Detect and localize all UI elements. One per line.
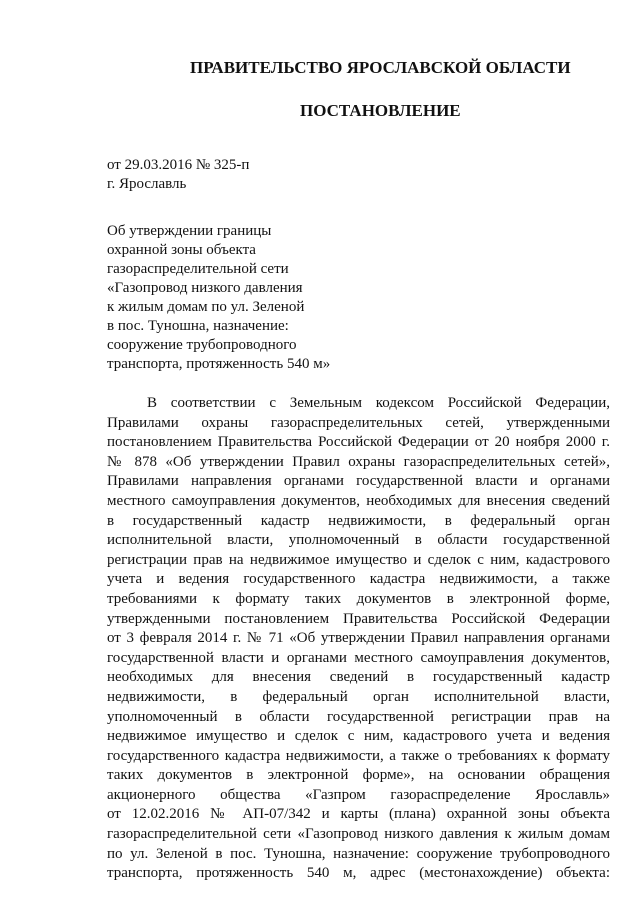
body-line: В соответствии с Земельным кодексом Российской Федерации, bbox=[147, 395, 610, 411]
body-line: местного самоуправления документов, необходимых для внесения сведений bbox=[107, 492, 610, 509]
government-title: ПРАВИТЕЛЬСТВО ЯРОСЛАВСКОЙ ОБЛАСТИ bbox=[190, 58, 571, 77]
body-line: акционерного общества «Газпром газораспределение Ярославль» bbox=[107, 786, 610, 803]
body-line: постановлением Правительства Российской Федерации от 20 ноября 2000 г. bbox=[107, 434, 610, 451]
body-line: учета и ведения государственного кадастра недвижимости, а также bbox=[107, 571, 610, 588]
subject-line: охранной зоны объекта bbox=[107, 242, 256, 258]
date-and-number: от 29.03.2016 № 325-п bbox=[107, 157, 250, 173]
subject-line: Об утверждении границы bbox=[107, 223, 272, 239]
document-meta bbox=[107, 156, 249, 194]
subject-line: к жилым домам по ул. Зеленой bbox=[107, 299, 305, 315]
document-type-heading: ПОСТАНОВЛЕНИЕ bbox=[300, 101, 461, 120]
body-line: в государственный кадастр недвижимости, в федеральный орган bbox=[107, 512, 610, 529]
body-line: недвижимости, в федеральный орган исполнительной власти, bbox=[107, 688, 610, 705]
body-line: Правилами охраны газораспределительных сетей, утвержденными bbox=[107, 414, 610, 431]
subject-line: сооружение трубопроводного bbox=[107, 337, 297, 353]
body-line: регистрации прав на недвижимое имущество и сделок с ним, кадастрового bbox=[107, 551, 610, 568]
body-line: от 3 февраля 2014 г. № 71 «Об утверждении Правил направления органами bbox=[107, 630, 610, 647]
subject-line: в пос. Туношна, назначение: bbox=[107, 318, 289, 334]
body-line: государственной власти и органами местного самоуправления документов, bbox=[107, 649, 610, 666]
body-line: газораспределительной сети «Газопровод низкого давления к жилым домам bbox=[107, 826, 610, 843]
body-line: исполнительной власти, уполномоченный в области государственной bbox=[107, 532, 610, 549]
city: г. Ярославль bbox=[107, 176, 187, 192]
body-line: необходимых для внесения сведений в государственный кадастр bbox=[107, 669, 610, 686]
body-line: требованиями к формату таких документов в электронной форме, bbox=[107, 590, 610, 607]
body-line: таких документов в электронной форме», на основании обращения bbox=[107, 767, 610, 784]
document-subject bbox=[107, 222, 330, 374]
subject-line: газораспределительной сети bbox=[107, 261, 289, 277]
body-line: № 878 «Об утверждении Правил охраны газораспределительных сетей», bbox=[107, 453, 610, 470]
body-line: транспорта, протяженность 540 м, адрес (местонахождение) объекта: bbox=[107, 865, 610, 882]
document-body bbox=[107, 394, 610, 884]
subject-line: «Газопровод низкого давления bbox=[107, 280, 303, 296]
body-line: утвержденными постановлением Правительства Российской Федерации bbox=[107, 610, 610, 627]
body-line: по ул. Зеленой в пос. Туношна, назначение: сооружение трубопроводного bbox=[107, 845, 610, 862]
body-line: от 12.02.2016 № АП-07/342 и карты (плана) охранной зоны объекта bbox=[107, 806, 610, 823]
body-line: уполномоченный в области государственной регистрации прав на bbox=[107, 708, 610, 725]
body-line: недвижимое имущество и сделок с ним, кадастрового учета и ведения bbox=[107, 728, 610, 745]
subject-line: транспорта, протяженность 540 м» bbox=[107, 356, 331, 372]
body-line: Правилами направления органами государственной власти и органами bbox=[107, 473, 610, 490]
body-line: государственного кадастра недвижимости, а также о требованиях к формату bbox=[107, 747, 610, 764]
